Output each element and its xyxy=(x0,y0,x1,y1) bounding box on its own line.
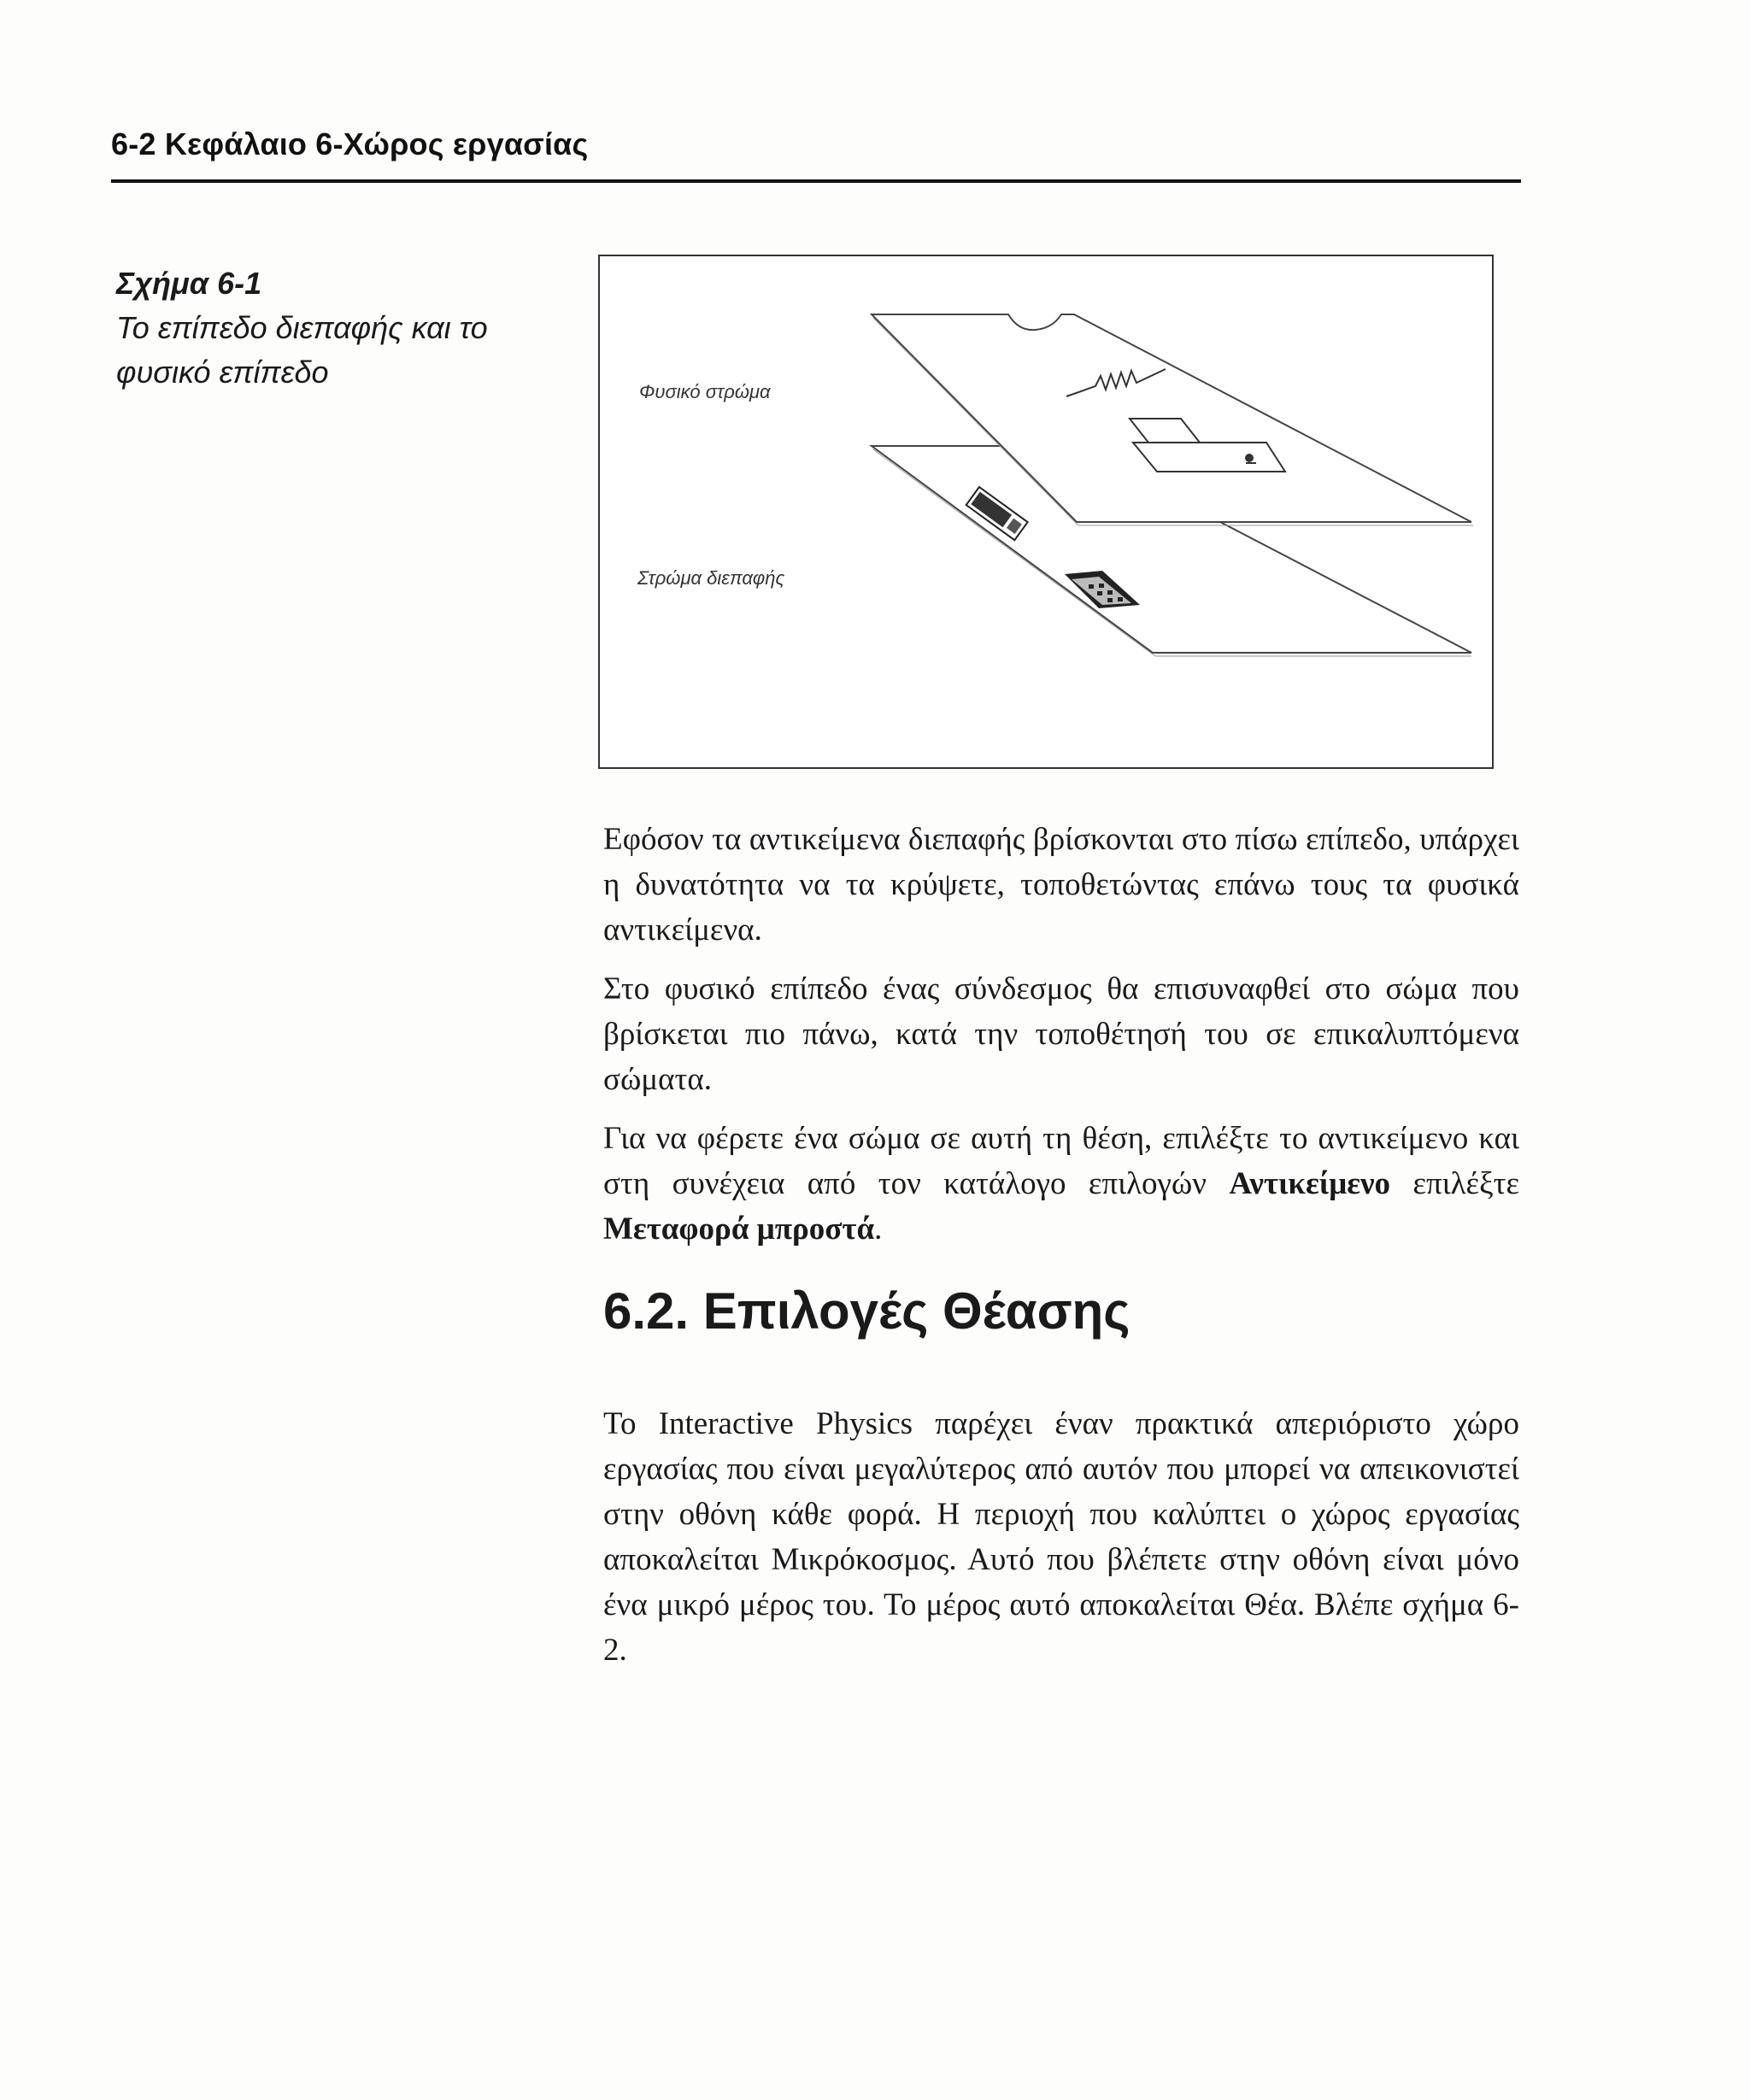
paragraph-4: Το Interactive Physics παρέχει έναν πρακτικά απεριόριστο χώρο εργασίας που είναι μεγαλύτερος από αυτόν που μπορεί να απεικονιστεί στην οθόνη κάθε φορά. Η περιοχή που καλύπτει ο χώρος εργασίας αποκαλείται Μικρόκοσμος. Αυτό που βλέπετε στην οθόνη είναι μόνο ένα μικρό μέρος του. Το μέρος αυτό αποκαλείται Θέα. Βλέπε σχήμα 6-2. xyxy=(603,1406,1519,1668)
header-rule xyxy=(111,179,1521,183)
paragraph-3 xyxy=(603,1116,1519,1252)
paragraph-1: Εφόσον τα αντικείμενα διεπαφής βρίσκονται στο πίσω επίπεδο, υπάρχει η δυνατότητα να τα κρύψετε, τοποθετώντας επάνω τους τα φυσικά αντικείμενα. xyxy=(603,822,1519,947)
paragraph-3-text-b: επιλέξτε xyxy=(1390,1166,1519,1201)
paragraph-3-text-c: . xyxy=(874,1211,883,1247)
paragraph-2: Στο φυσικό επίπεδο ένας σύνδεσμος θα επισυναφθεί στο σώμα που βρίσκεται πιο πάνω, κατά την τοποθέτησή του σε επικαλυπτόμενα σώματα. xyxy=(603,971,1519,1097)
figure-caption-text: Το επίπεδο διεπαφής και το φυσικό επίπεδο xyxy=(116,310,488,390)
command-bring-to-front: Μεταφορά μπροστά xyxy=(603,1211,875,1247)
layers-illustration xyxy=(600,256,1495,771)
running-head: 6-2 Κεφάλαιο 6-Χώρος εργασίας xyxy=(111,126,589,161)
interface-layer-label: Στρώμα διεπαφής xyxy=(637,567,785,589)
body-text-upper xyxy=(603,817,1519,1265)
paragraph-3-text-a: Για να φέρετε ένα σώμα σε αυτή τη θέση, επιλέξτε το αντικείμενο και στη συνέχεια από τον κατάλογο επιλογών xyxy=(603,1121,1519,1201)
figure-caption-title: Σχήμα 6-1 xyxy=(116,266,262,301)
body-text-lower xyxy=(603,1401,1519,1686)
figure-6-1 xyxy=(598,255,1494,769)
section-heading: 6.2. Επιλογές Θέασης xyxy=(603,1282,1130,1340)
figure-caption xyxy=(116,261,561,395)
menu-name-object: Αντικείμενο xyxy=(1229,1166,1391,1201)
physical-layer-label: Φυσικό στρώμα xyxy=(639,381,771,402)
